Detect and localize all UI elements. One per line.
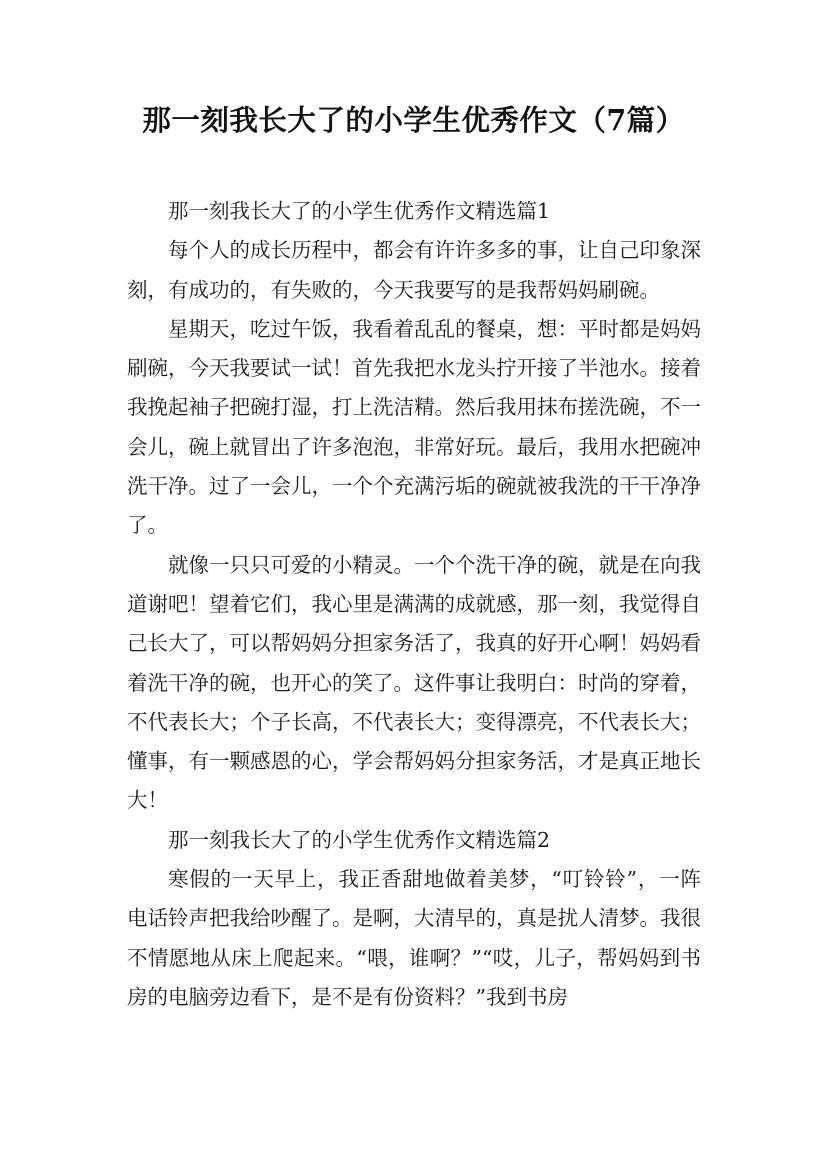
document-title: 那一刻我长大了的小学生优秀作文（7篇）	[142, 103, 685, 137]
paragraph: 就像一只只可爱的小精灵。一个个洗干净的碗，就是在向我道谢吧！望着它们，我心里是满满的成就感，那一刻，我觉得自己长大了，可以帮妈妈分担家务活了，我真的好开心啊！妈妈看着洗干净的碗，也开心的笑了。这件事让我明白：时尚的穿着，不代表长大；个子长高，不代表长大；变得漂亮，不代表长大；懂事，有一颗感恩的心，学会帮妈妈分担家务活，才是真正地长大！	[127, 552, 701, 813]
paragraph: 星期天，吃过午饭，我看着乱乱的餐桌，想：平时都是妈妈刷碗，今天我要试一试！首先我把水龙头拧开接了半池水。接着我挽起袖子把碗打湿，打上洗洁精。然后我用抹布搓洗碗，不一会儿，碗上就冒出了许多泡泡，非常好玩。最后，我用水把碗冲洗干净。过了一会儿，一个个充满污垢的碗就被我洗的干干净净了。	[127, 316, 701, 538]
document-body	[127, 192, 701, 1017]
paragraph: 每个人的成长历程中，都会有许许多多的事，让自己印象深刻，有成功的，有失败的，今天我要写的是我帮妈妈刷碗。	[127, 238, 701, 302]
section-heading-1: 那一刻我长大了的小学生优秀作文精选篇1	[168, 199, 551, 223]
paragraph: 寒假的一天早上，我正香甜地做着美梦，“叮铃铃”，一阵电话铃声把我给吵醒了。是啊，大清早的，真是扰人清梦。我很不情愿地从床上爬起来。“喂，谁啊？”“哎，儿子，帮妈妈到书房的电脑旁边看下，是不是有份资料？”我到书房	[127, 867, 701, 1009]
section-heading-2: 那一刻我长大了的小学生优秀作文精选篇2	[168, 827, 551, 852]
